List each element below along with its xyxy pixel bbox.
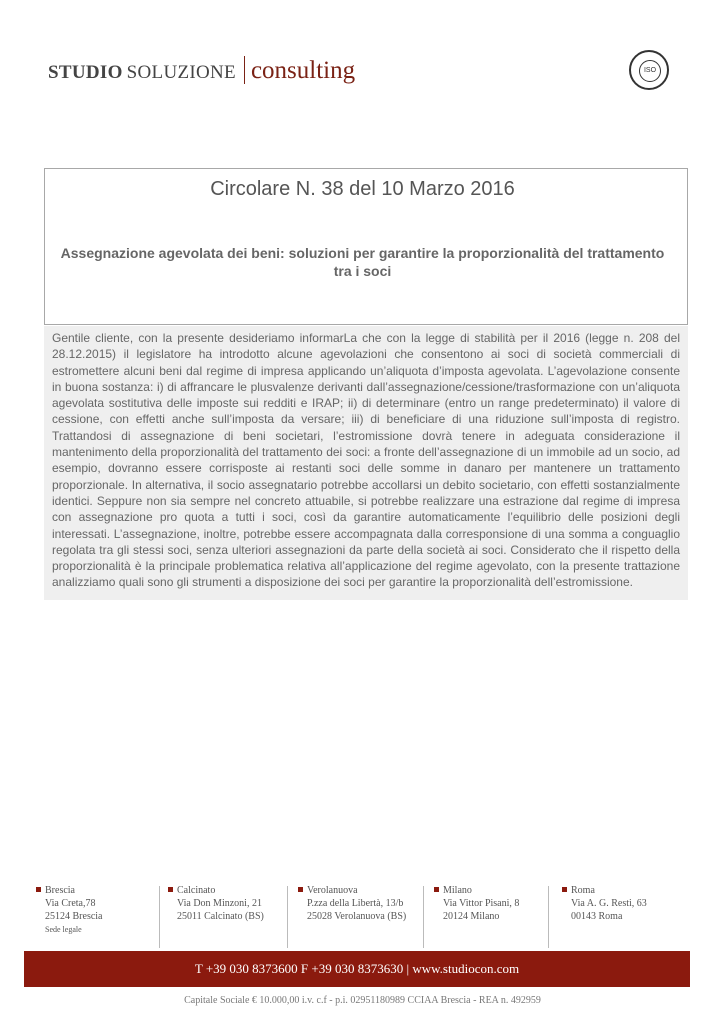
office-zip: 20124 Milano [443, 911, 500, 922]
company-logo [48, 56, 355, 85]
logo-soluzione: SOLUZIONE [126, 62, 236, 83]
logo-divider [244, 56, 245, 84]
office-city: Milano [434, 884, 552, 897]
footer-contact-bar: T +39 030 8373600 F +39 030 8373630 | www.studiocon.com [24, 951, 690, 987]
office-roma [556, 884, 686, 946]
office-street: Via Don Minzoni, 21 [177, 898, 262, 909]
office-zip: 00143 Roma [571, 911, 623, 922]
intro-paragraph: Gentile cliente, con la presente desideriamo informarLa che con la legge di stabilità per il 2016 (legge n. 208 del 28.12.2015) il legislatore ha introdotto alcune agevolazioni che consentono ai soci di società commerciali di estromettere alcuni beni dal regime di impresa applicando un’aliquota d’imposta agevolata. L’agevolazione consente in buona sostanza: i) di affrancare le plusvalenze derivanti dall’assegnazione/cessione/trasformazione con un’aliquota agevolata sostitutiva delle imposte sui redditi e IRAP; ii) di determinare (entro un range predeterminato) il valore di cessione, con effetti anche sull’imposta da versare; iii) di beneficiare di una riduzione sull’imposta di registro. Trattandosi di assegnazione di beni societari, l’estromissione dovrà tenere in adeguata considerazione il mantenimento della proporzionalità del trattamento dei soci: a fronte dell’assegnazione di un immobile ad un socio, ad esempio, dovranno essere corrisposte ai restanti soci delle somme in danaro per mantenere un trattamento proporzionale. In alternativa, il socio assegnatario potrebbe accollarsi un debito societario, con effetti sostanzialmente identici. Seppure non sia sempre nel concreto attuabile, si potrebbe realizzare una estrazione dal regime di impresa con assegnazione pro quota a tutti i soci, così da garantire automaticamente l’equilibrio delle posizioni degli interessati. L’assegnazione, inoltre, potrebbe essere accompagnata dalla corresponsione di una somma a conguaglio regolata tra gli stessi soci, senza ulteriori assegnazioni da parte della società ai soci. Considerato che il rispetto della proporzionalità è la principale problematica relativa all’applicazione del regime agevolato, con la presente trattazione analizziamo quali sono gli strumenti a disposizione dei soci per garantire la proporzionalità dell’estromissione. [44, 326, 688, 600]
office-note: Sede legale [45, 925, 82, 934]
office-verolanuova [292, 884, 426, 946]
office-zip: 25028 Verolanuova (BS) [307, 911, 407, 922]
office-city: Roma [562, 884, 686, 897]
document-title: Circolare N. 38 del 10 Marzo 2016 [210, 178, 515, 200]
office-city: Brescia [36, 884, 158, 897]
office-city: Verolanuova [298, 884, 426, 897]
office-calcinato [162, 884, 288, 946]
office-street: Via Vittor Pisani, 8 [443, 898, 520, 909]
document-subtitle: Assegnazione agevolata dei beni: soluzioni per garantire la proporzionalità del trattamento tra i soci [60, 245, 665, 279]
office-city: Calcinato [168, 884, 288, 897]
office-street: Via A. G. Resti, 63 [571, 898, 647, 909]
office-zip: 25124 Brescia [45, 911, 103, 922]
certification-seal-icon [629, 50, 669, 90]
office-milano [428, 884, 552, 946]
logo-consulting: consulting [250, 57, 356, 84]
footer-legal-info: Capitale Sociale € 10.000,00 i.v. c.f - p.i. 02951180989 CCIAA Brescia - REA n. 492959 [184, 995, 541, 1006]
office-addresses [24, 884, 690, 946]
office-street: Via Creta,78 [45, 898, 96, 909]
office-brescia [30, 884, 158, 946]
seal-label: ISO [639, 60, 661, 82]
office-street: P.zza della Libertà, 13/b [307, 898, 404, 909]
logo-studio: STUDIO [48, 62, 123, 83]
office-zip: 25011 Calcinato (BS) [177, 911, 264, 922]
